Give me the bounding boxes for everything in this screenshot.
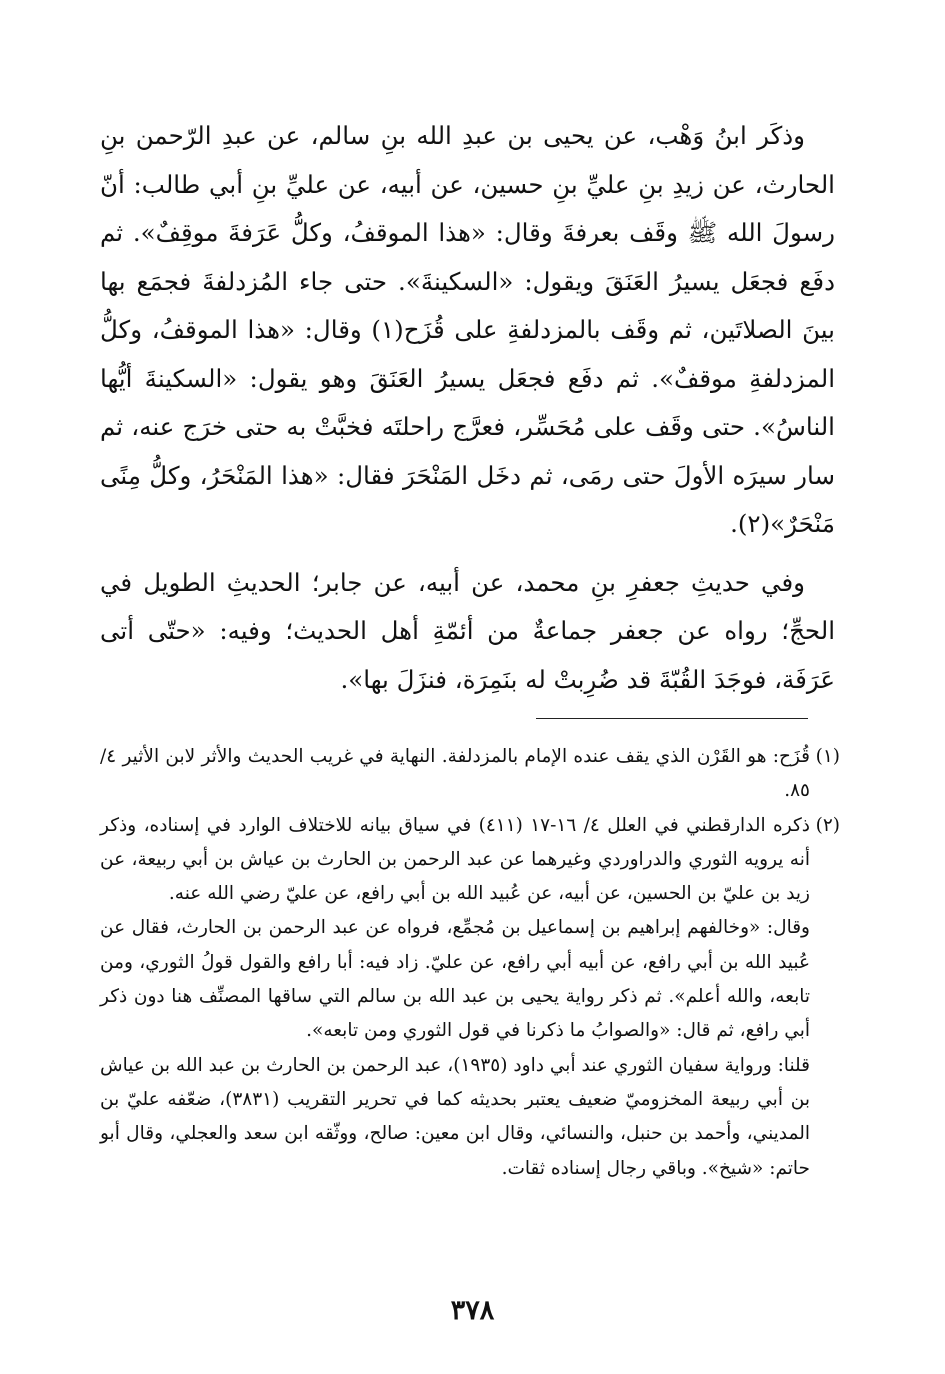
- page-number: ٣٧٨: [450, 1295, 495, 1326]
- footnote-2-number: (٢): [815, 814, 840, 836]
- main-text: [100, 112, 835, 704]
- paragraph-2: وفي حديثِ جعفرِ بنِ محمد، عن أبيه، عن جابر؛ الحديثِ الطويل في الحجِّ؛ رواه عن جعفر جماعةٌ من أئمّةِ أهل الحديث؛ وفيه: «حتّى أتى عَرَفَة، فوجَدَ القُبّةَ قد ضُرِبتْ له بنَمِرَة، فنزَلَ بها».: [100, 567, 835, 694]
- footnote-2-continuation-2: قلنا: ورواية سفيان الثوري عند أبي داود (١٩٣٥)، عبد الرحمن بن الحارث بن عبد الله بن عياش بن أبي ربيعة المخزوميّ ضعيف يعتبر بحديثه كما في تحرير التقريب (٣٨٣١)، ضعّفه عليّ بن المديني، وأحمد بن حنبل، والنسائي، وقال ابن معين: صالح، ووثّقه ابن سعد والعجلي، وقال أبو حاتم: «شيخ». وباقي رجال إسناده ثقات.: [100, 1054, 810, 1179]
- footnote-1-text: قُزَح: هو القَرْن الذي يقف عنده الإمام بالمزدلفة. النهاية في غريب الحديث والأثر لابن الأثير ٤/ ٨٥.: [100, 746, 810, 802]
- footnote-separator: [536, 718, 808, 719]
- footnote-1-number: (١): [815, 746, 840, 767]
- paragraph-1: وذكَر ابنُ وَهْب، عن يحيى بن عبدِ الله بنِ سالم، عن عبدِ الرّحمن بنِ الحارث، عن زيدِ بنِ عليِّ بنِ حسين، عن أبيه، عن عليِّ بنِ أبي طالب: أنّ رسولَ الله ﷺ وقَف بعرفةَ وقال: «هذا الموقفُ، وكلُّ عَرَفةَ موقِفٌ». ثم دفَع فجعَل يسيرُ العَنَقَ ويقول: «السكينةَ». حتى جاء المُزدلفةَ فجمَع بها بينَ الصلاتَين، ثم وقَف بالمزدلفةِ على قُزَح(١) وقال: «هذا الموقفُ، وكلُّ المزدلفةِ موقفٌ». ثم دفَع فجعَل يسيرُ العَنَقَ وهو يقول: «السكينةَ أيُّها الناسُ». حتى وقَف على مُحَسِّر، فعرَّج راحلتَه فخبَّتْ به حتى خرَج عنه، ثم سار سيرَه الأولَ حتى رمَى، ثم دخَل المَنْحَرَ فقال: «هذا المَنْحَرُ، وكلُّ مِنًى مَنْحَرٌ»(٢).: [100, 121, 835, 538]
- footnotes: [100, 740, 840, 1186]
- footnote-1: [100, 740, 840, 809]
- footnote-2-text: ذكره الدارقطني في العلل ٤/ ١٦-١٧ (٤١١) في سياق بيانه للاختلاف الوارد في إسناده، وذكر أنه يرويه الثوري والدراوردي وغيرهما عن عبد الرحمن بن الحارث بن عياش بن أبي ربيعة، عن زيد بن عليّ بن الحسين، عن أبيه، عن عُبيد الله بن أبي رافع، عن عليّ رضي الله عنه.: [100, 814, 810, 905]
- footnote-2-continuation-1: وقال: «وخالفهم إبراهيم بن إسماعيل بن مُجمِّع، فرواه عن عبد الرحمن بن الحارث، فقال عن عُبيد الله بن أبي رافع، عن أبيه أبي رافع، عن عليّ. زاد فيه: أبا رافع والقول قولُ الثوري، ومن تابعه، والله أعلم». ثم ذكر رواية يحيى بن عبد الله بن سالم التي ساقها المصنِّف هنا دون ذكر أبي رافع، ثم قال: «والصوابُ ما ذكرنا في قول الثوري ومن تابعه».: [100, 917, 810, 1042]
- footnote-2: [100, 809, 840, 912]
